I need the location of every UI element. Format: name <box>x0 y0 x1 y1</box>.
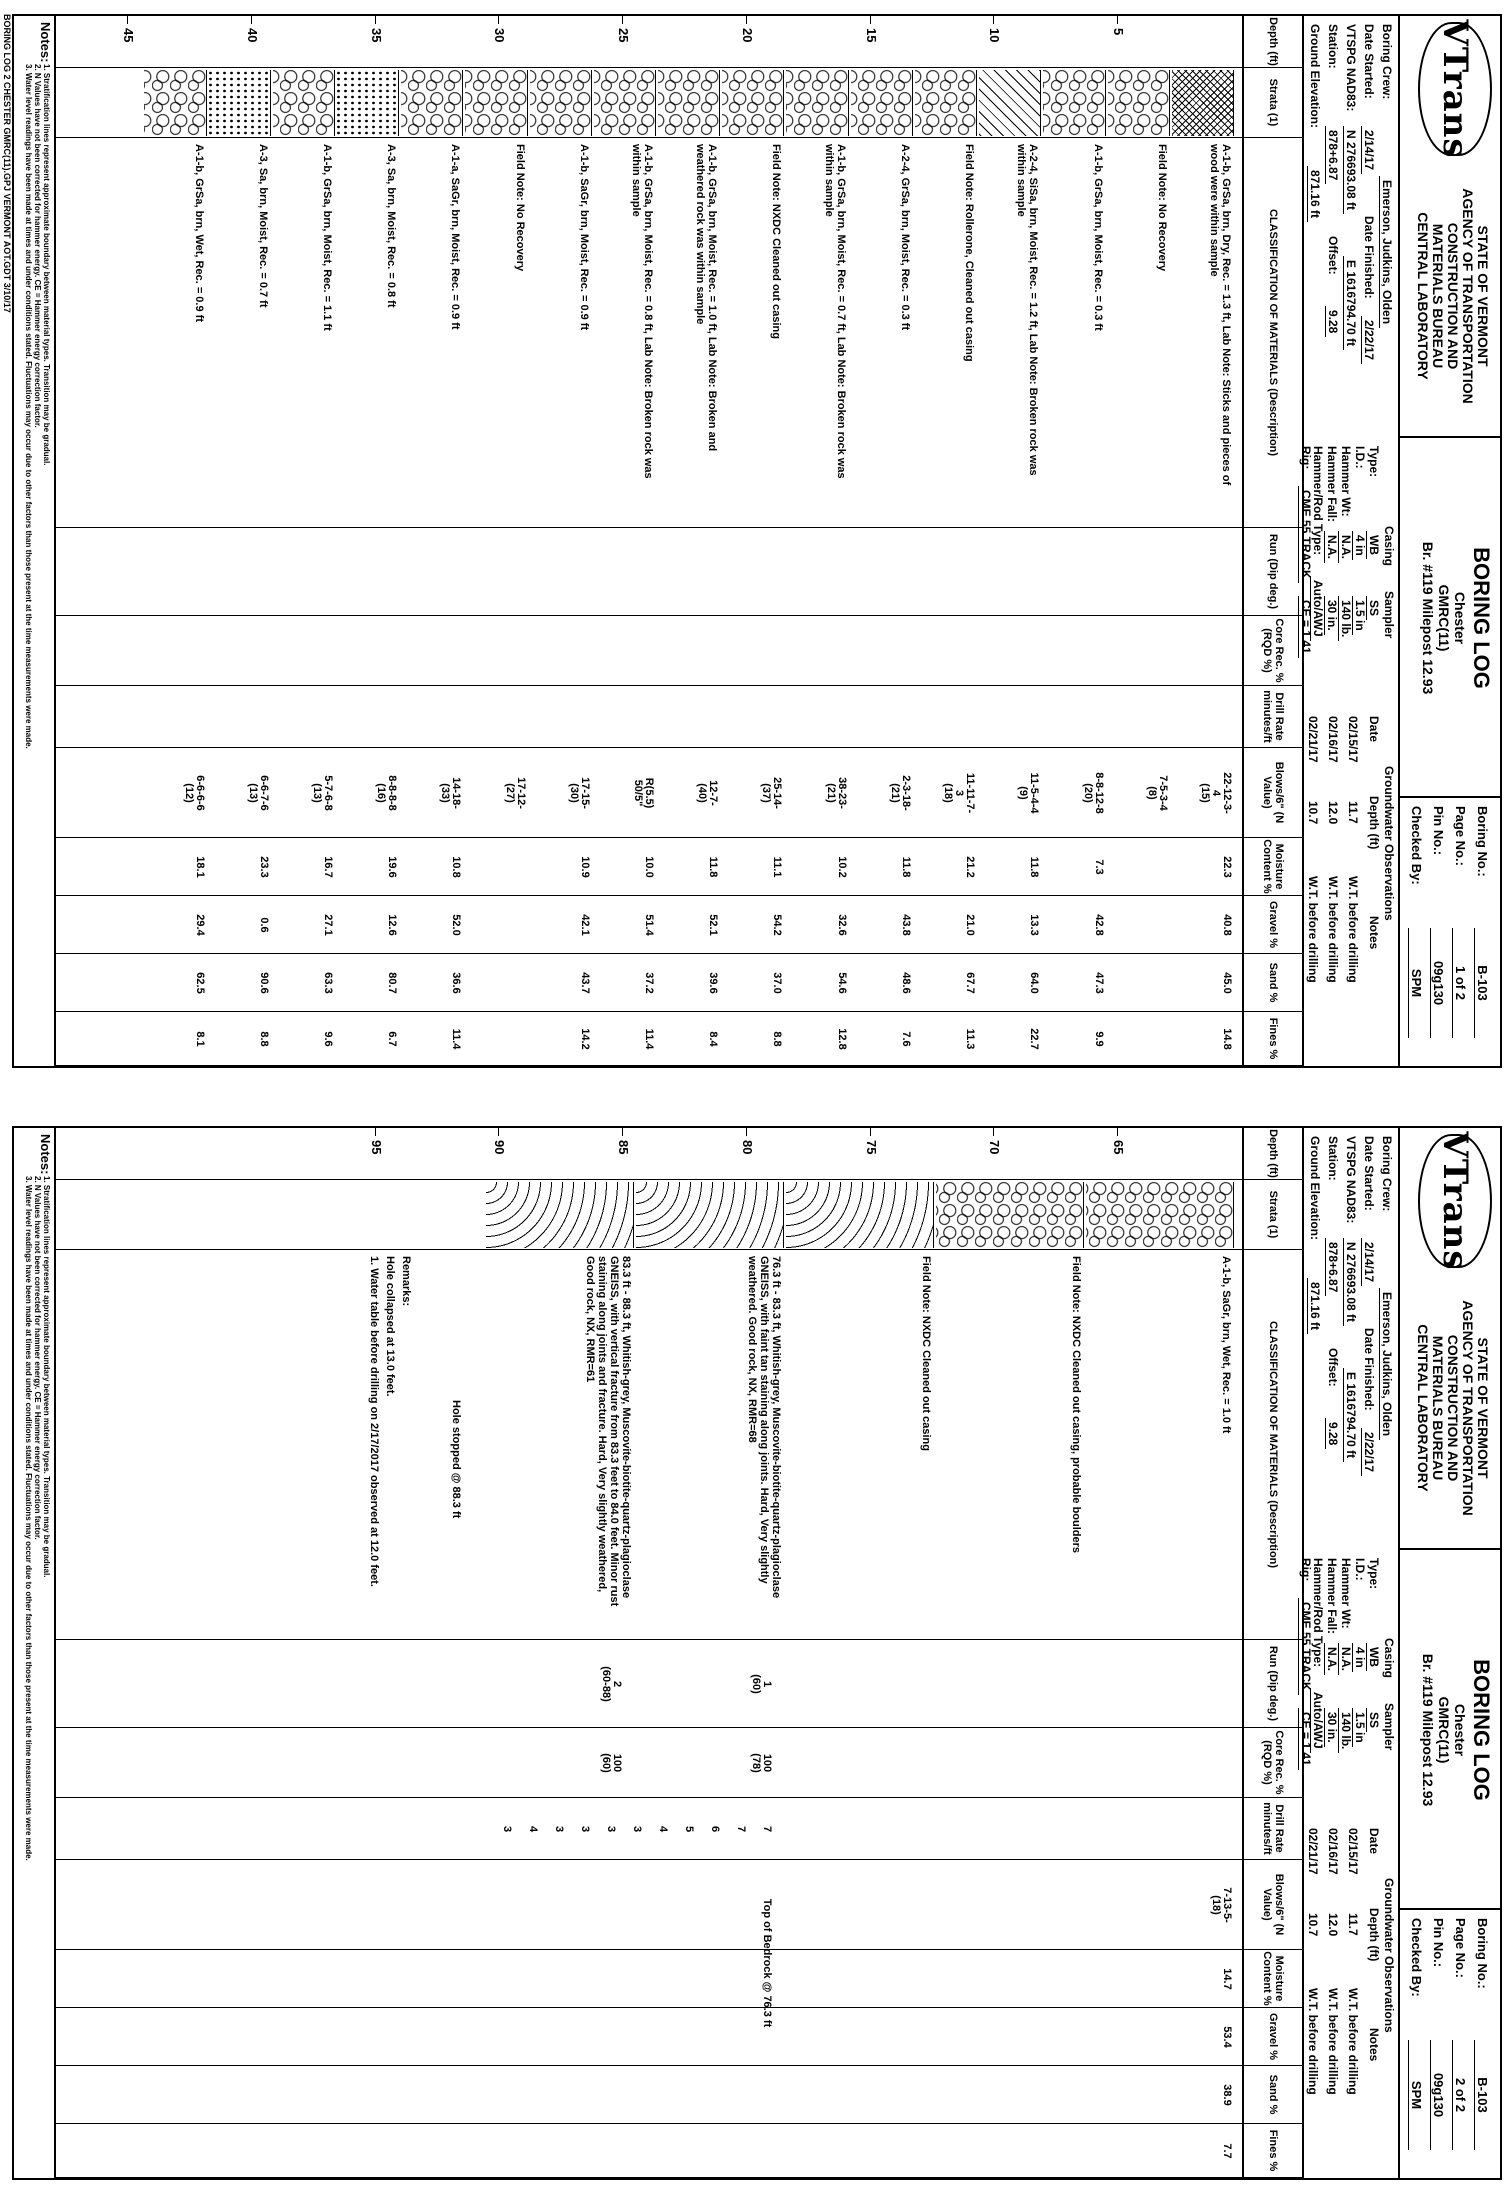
depth-label: 95 <box>368 1140 384 1155</box>
sample-blows: 17-15- (30) <box>567 777 591 809</box>
column-header: Drill Rate minutes/ft <box>1242 1798 1302 1860</box>
sample-mc: 7.3 <box>1092 859 1105 875</box>
sample-g: 12.6 <box>386 914 399 936</box>
depth-tick <box>870 1128 871 1136</box>
note-line: 2. N Values have not been corrected for hammer energy. CE = Hammer energy correction factor. <box>33 64 42 428</box>
note-line: 1. Stratification lines represent approximate boundary between material types. Transition may be gradual. <box>42 64 51 466</box>
drill-rate-value: 5 <box>683 1825 695 1833</box>
strata-pattern <box>209 70 271 136</box>
note-line: 2. N Values have not been corrected for hammer energy. CE = Hammer energy correction factor. <box>33 1176 42 1540</box>
depth-label: 70 <box>987 1140 1003 1155</box>
sample-mc: 10.2 <box>835 856 848 878</box>
depth-tick <box>499 16 500 24</box>
drill-rate-value: 4 <box>527 1825 539 1833</box>
sample-description: A-1-a, SaGr, brn, Moist, Rec. = 0.9 ft <box>449 144 462 330</box>
sample-description: A-2-4, SiSa, brn, Moist, Rec. = 1.2 ft, Lab Note: Broken rock was within sample <box>1015 144 1040 476</box>
column-header: Strata (1) <box>1242 1180 1302 1250</box>
column-body <box>56 16 1242 68</box>
sample-mc: 18.1 <box>193 856 206 878</box>
sample-f: 8.8 <box>771 1031 784 1047</box>
strata-pattern <box>915 70 977 136</box>
run-value: 2 (60-88) <box>600 1666 623 1702</box>
vtrans-logo: VTrans <box>1418 1134 1492 1268</box>
run-value: 1 (60) <box>750 1674 773 1694</box>
depth-label: 5 <box>1111 28 1127 36</box>
sample-description: Field Note: Rollerone, Cleaned out casing <box>963 144 976 362</box>
column-header: Core Rec. % (RQD %) <box>1242 616 1302 686</box>
notes-box <box>14 1128 56 2178</box>
column-header: Gravel % <box>1242 2008 1302 2066</box>
sample-blows: 14-18- (33) <box>439 777 463 809</box>
sample-blows: 25-14- (37) <box>760 777 784 809</box>
sample-mc: 16.7 <box>321 856 334 878</box>
sample-s: 37.2 <box>643 972 656 994</box>
drill-rate-value: 3 <box>579 1825 591 1833</box>
sample-f: 8.1 <box>193 1031 206 1047</box>
strata-pattern <box>936 1182 1084 1248</box>
sample-g: 54.2 <box>771 914 784 936</box>
column-header: Sand % <box>1242 954 1302 1012</box>
drill-rate-value: 7 <box>761 1825 773 1833</box>
column-header: Run (Dip deg.) <box>1242 528 1302 616</box>
sample-mc: 14.7 <box>1221 1968 1233 1990</box>
column-header: Blows/6" (N Value) <box>1242 748 1302 838</box>
sample-g: 42.8 <box>1092 914 1105 936</box>
column-header: Run (Dip deg.) <box>1242 1640 1302 1728</box>
strata-pattern <box>851 70 913 136</box>
column-header: Moisture Content % <box>1242 1950 1302 2008</box>
sample-f: 7.6 <box>899 1031 912 1047</box>
column-header: Depth (ft) <box>1242 16 1302 68</box>
sample-f: 9.9 <box>1092 1031 1105 1047</box>
sample-g: 29.4 <box>193 914 206 936</box>
strata-pattern <box>1172 70 1234 136</box>
sample-blows: 6-6-6-6 (12) <box>182 775 206 811</box>
sample-mc: 10.9 <box>578 856 591 878</box>
sample-blows: 5-7-6-8 (13) <box>310 775 334 811</box>
strata-pattern <box>486 1182 634 1248</box>
column-body <box>56 1640 1242 1728</box>
depth-tick <box>994 1128 995 1136</box>
column-header: Gravel % <box>1242 896 1302 954</box>
strata-pattern <box>979 70 1041 136</box>
column-header: Blows/6" (N Value) <box>1242 1860 1302 1950</box>
column-body <box>56 2066 1242 2124</box>
sample-g: 32.6 <box>835 914 848 936</box>
column-header: Fines % <box>1242 2124 1302 2178</box>
depth-tick <box>622 16 623 24</box>
sample-mc: 23.3 <box>257 856 270 878</box>
sample-blows: 22-12-3- 4 (15) <box>1199 772 1233 814</box>
depth-label: 20 <box>740 28 755 43</box>
sample-f: 11.4 <box>450 1028 463 1050</box>
depth-tick <box>251 16 252 24</box>
sample-blows: 38-23- (21) <box>824 777 848 809</box>
strata-pattern <box>337 70 399 136</box>
sample-f: 14.2 <box>578 1028 591 1050</box>
column-body <box>56 1250 1242 1640</box>
sample-blows: 8-8-12-8 (20) <box>1081 772 1105 814</box>
sample-description: 76.3 ft - 83.3 ft, Whitish-grey, Muscovite-biotite-quartz-plagioclase GNEISS, with faint tan staining along joints. Hard, Very slightly weathered. Good rock, NX, RMR=68 <box>746 1256 782 1599</box>
sample-s: 63.3 <box>321 972 334 994</box>
notes-label: Notes: <box>38 22 53 63</box>
sample-mc: 11.8 <box>1028 856 1041 878</box>
sample-f: 22.7 <box>1028 1028 1041 1050</box>
agency-block: STATE OF VERMONT AGENCY OF TRANSPORTATION CONSTRUCTION AND MATERIALS BUREAU CENTRAL LABORATORY <box>1415 1300 1491 1516</box>
core-rec-value: 100 (78) <box>750 1753 773 1773</box>
sample-mc: 19.6 <box>386 856 399 878</box>
sample-description: A-1-b, GrSa, brn, Moist, Rec. = 0.7 ft, Lab Note: Broken rock was within sample <box>822 144 847 479</box>
depth-tick <box>127 16 128 24</box>
column-header: Moisture Content % <box>1242 838 1302 896</box>
column-body <box>56 528 1242 616</box>
depth-label: 35 <box>368 28 384 43</box>
column-header: Core Rec. % (RQD %) <box>1242 1728 1302 1798</box>
column-body <box>56 2124 1242 2178</box>
sample-blows: 12-7- (40) <box>696 780 720 806</box>
sample-blows: 2-3-18- (21) <box>888 775 912 811</box>
sample-f: 11.4 <box>643 1028 656 1050</box>
sample-description: A-1-b, GrSa, brn, Moist, Rec. = 0.8 ft, Lab Note: Broken rock was within sample <box>630 144 655 479</box>
sample-description: A-3, Sa, brn, Moist, Rec. = 0.7 ft <box>256 144 269 308</box>
column-body <box>56 616 1242 686</box>
depth-label: 30 <box>492 28 508 43</box>
depth-label: 25 <box>616 28 632 43</box>
sample-blows: 7-5-3-4 (8) <box>1145 775 1169 811</box>
sample-blows: 11-11-7- 3 (18) <box>942 772 977 814</box>
depth-tick <box>746 16 747 24</box>
sample-description: A-1-b, GrSa, brn, Moist, Rec. = 0.3 ft <box>1091 144 1104 331</box>
column-body <box>56 1950 1242 2008</box>
sample-g: 13.3 <box>1028 914 1041 936</box>
sample-blows: 7-13-5- (18) <box>1210 1887 1233 1923</box>
sample-description: Field Note: No Recovery <box>1155 144 1168 272</box>
sample-s: 54.6 <box>835 972 848 994</box>
strata-pattern <box>465 70 527 136</box>
drill-rate-value: 4 <box>657 1825 669 1833</box>
log-table <box>12 14 1302 1068</box>
strata-pattern <box>786 1182 934 1248</box>
column-body <box>56 1798 1242 1860</box>
sample-mc: 22.3 <box>1221 856 1233 878</box>
sample-f: 11.3 <box>964 1028 977 1050</box>
agency-block: STATE OF VERMONT AGENCY OF TRANSPORTATION CONSTRUCTION AND MATERIALS BUREAU CENTRAL LABORATORY <box>1415 188 1491 404</box>
sample-f: 9.6 <box>321 1031 334 1047</box>
sample-blows: 6-6-7-6 (13) <box>246 775 270 811</box>
strata-pattern <box>658 70 720 136</box>
column-header: Drill Rate minutes/ft <box>1242 686 1302 748</box>
depth-tick <box>746 1128 747 1136</box>
sample-f: 7.7 <box>1221 2143 1233 2159</box>
sample-description: A-1-b, GrSa, brn, Wet, Rec. = 0.9 ft <box>192 144 205 322</box>
sample-mc: 10.0 <box>643 856 656 878</box>
sample-g: 42.1 <box>578 914 591 936</box>
drill-rate-value: 3 <box>631 1825 643 1833</box>
strata-pattern <box>144 70 206 136</box>
sample-blows: 17-12- (27) <box>503 777 527 809</box>
column-header: Sand % <box>1242 2066 1302 2124</box>
sample-blows: R(5.5) 50/5" <box>632 777 656 809</box>
depth-tick <box>375 1128 376 1136</box>
depth-tick <box>994 16 995 24</box>
core-rec-value: 100 (60) <box>600 1753 623 1773</box>
sample-description: Field Note: No Recovery <box>513 144 526 272</box>
hole-stopped: Hole stopped @ 88.3 ft <box>450 1400 462 1519</box>
drill-rate-value: 6 <box>709 1825 721 1833</box>
sample-description: A-1-b, GrSa, brn, Moist, Rec. = 1.0 ft, Lab Note: Broken and weathered rock was within sample <box>694 144 719 452</box>
strata-pattern <box>1086 1182 1234 1248</box>
sample-g: 52.1 <box>707 914 720 936</box>
remark-line: 1. Water table before drilling on 2/17/2017 observed at 12.0 feet. <box>368 1256 380 1587</box>
sample-g: 53.4 <box>1221 2026 1233 2048</box>
sample-mc: 11.8 <box>899 856 912 878</box>
sample-g: 27.1 <box>321 914 334 936</box>
sample-g: 21.0 <box>964 914 977 936</box>
strata-pattern <box>722 70 784 136</box>
strata-pattern <box>787 70 849 136</box>
strata-pattern <box>636 1182 784 1248</box>
sample-description: A-1-b, GrSa, brn, Moist, Rec. = 1.1 ft <box>320 144 333 331</box>
sample-s: 36.6 <box>450 972 463 994</box>
sample-s: 37.0 <box>771 972 784 994</box>
depth-tick <box>870 16 871 24</box>
depth-tick <box>1117 1128 1118 1136</box>
strata-pattern <box>273 70 335 136</box>
title-block: BORING LOG Chester GMRC(11) Br. #119 Milepost 12.93 <box>1400 1548 1500 1910</box>
strata-pattern <box>401 70 463 136</box>
notes-box <box>14 16 56 1066</box>
column-body <box>56 1860 1242 1950</box>
column-header: Strata (1) <box>1242 68 1302 138</box>
depth-label: 85 <box>616 1140 632 1155</box>
sample-description: Field Note: NXDC Cleaned out casing <box>920 1256 932 1451</box>
sample-f: 8.8 <box>257 1031 270 1047</box>
log-table <box>12 1126 1302 2180</box>
top-of-bedrock: Top of Bedrock @ 76.3 ft <box>761 1898 773 2028</box>
sample-g: 0.6 <box>257 917 270 933</box>
sample-s: 39.6 <box>707 972 720 994</box>
depth-label: 40 <box>245 28 260 43</box>
depth-label: 75 <box>863 1140 879 1155</box>
sample-s: 62.5 <box>193 972 206 994</box>
sample-mc: 10.8 <box>450 856 463 878</box>
drill-rate-value: 3 <box>501 1825 513 1833</box>
depth-label: 45 <box>121 28 137 43</box>
strata-pattern <box>594 70 656 136</box>
sample-description: A-2-4, GrSa, brn, Moist, Rec. = 0.3 ft <box>898 144 911 331</box>
sample-s: 48.6 <box>899 972 912 994</box>
drill-rate-value: 7 <box>735 1825 747 1833</box>
page-header <box>1299 14 1502 1068</box>
strata-pattern <box>530 70 592 136</box>
strata-pattern <box>1043 70 1105 136</box>
depth-label: 90 <box>492 1140 508 1155</box>
column-header: Fines % <box>1242 1012 1302 1066</box>
sample-description: A-1-b, GrSa, brn, Dry, Rec. = 1.3 ft, Lab Note: Sticks and pieces of wood were within sample <box>1208 144 1232 486</box>
sample-g: 51.4 <box>643 914 656 936</box>
sample-s: 43.7 <box>578 972 591 994</box>
sample-blows: 8-8-8-8 (16) <box>375 775 399 811</box>
sample-blows: 11-5-4-4 (9) <box>1017 772 1041 814</box>
sample-description: Field Note: NXDC Cleaned out casing <box>770 144 783 339</box>
sample-f: 6.7 <box>386 1031 399 1047</box>
sample-f: 14.8 <box>1221 1028 1233 1050</box>
boring-log-page-2 <box>0 1112 1512 2192</box>
sample-mc: 11.8 <box>707 856 720 878</box>
sample-mc: 11.1 <box>771 856 784 878</box>
sample-s: 90.6 <box>257 972 270 994</box>
info-block: Boring Crew: Emerson, Judkins, Olden Date Started: 2/14/17 Date Finished: 2/22/17 VTSPG NAD83: N 276693.08 ft E 1616794.70 ft Station: 878+6.87 Offset: 9.28 Ground Elevation: 871.16 ft Casing Sampler Type: WB SS I.D.: 4 in 1.5 in Hammer Wt: N.A. 140 lb. Hammer Fall: N.A. 30 in. Hammer/Rod Type: Auto/AWJ Rig: CME 55 TRACK CE = 1.41 Groundwater Observations Date Depth (ft) Notes 02/15/17 11.7 W.T. before drilling 02/16/17 12.0 W.T. before drilling 02/21/17 10.7 W.T. before drilling <box>1300 16 1400 1066</box>
depth-tick <box>622 1128 623 1136</box>
sample-description: A-3, Sa, brn, Moist, Rec. = 0.8 ft <box>385 144 398 308</box>
title-block: BORING LOG Chester GMRC(11) Br. #119 Milepost 12.93 <box>1400 436 1500 798</box>
page-title: BORING LOG <box>1469 1659 1494 1801</box>
remark-line: Hole collapsed at 13.0 feet. <box>384 1256 396 1397</box>
note-line: 1. Stratification lines represent approximate boundary between material types. Transition may be gradual. <box>42 1176 51 1578</box>
boring-log-page-1 <box>0 0 1512 1080</box>
depth-tick <box>1117 16 1118 24</box>
page-header <box>1299 1126 1502 2180</box>
depth-label: 80 <box>740 1140 755 1155</box>
page-title: BORING LOG <box>1469 547 1494 689</box>
id-block: Boring No.: B-103 Page No.: 2 of 2 Pin No.: 09g130 Checked By: SPM <box>1400 1908 1500 2182</box>
sample-g: 43.8 <box>899 914 912 936</box>
vtrans-logo: VTrans <box>1418 22 1492 156</box>
depth-tick <box>499 1128 500 1136</box>
column-body <box>56 686 1242 748</box>
sample-description: Field Note: NXDC Cleaned out casing, probable boulders <box>1070 1256 1082 1554</box>
sample-g: 40.8 <box>1221 914 1233 936</box>
remarks-label: Remarks: <box>400 1256 412 1307</box>
sample-f: 8.4 <box>707 1031 720 1047</box>
id-block: Boring No.: B-103 Page No.: 1 of 2 Pin No.: 09g130 Checked By: SPM <box>1400 796 1500 1070</box>
sample-s: 64.0 <box>1028 972 1041 994</box>
depth-tick <box>375 16 376 24</box>
column-header: CLASSIFICATION OF MATERIALS (Description) <box>1242 1250 1302 1640</box>
sample-description: A-1-b, SaGr, brn, Wet, Rec. = 1.0 ft <box>1220 1256 1232 1434</box>
sample-s: 47.3 <box>1092 972 1105 994</box>
sample-s: 80.7 <box>386 972 399 994</box>
sample-mc: 21.2 <box>964 856 977 878</box>
sample-s: 38.9 <box>1221 2084 1233 2106</box>
sample-s: 67.7 <box>964 972 977 994</box>
depth-label: 65 <box>1111 1140 1127 1155</box>
drill-rate-value: 3 <box>605 1825 617 1833</box>
depth-label: 15 <box>863 28 879 43</box>
column-header: CLASSIFICATION OF MATERIALS (Description) <box>1242 138 1302 528</box>
sample-f: 12.8 <box>835 1028 848 1050</box>
strata-pattern <box>1108 70 1170 136</box>
column-body <box>56 2008 1242 2066</box>
footer-text: BORING LOG 2 CHESTER GMRC(11).GPJ VERMONT AOT.GDT 3/10/17 <box>2 14 12 313</box>
note-line: 3. Water level readings have been made at times and under conditions stated. Fluctuations may occur due to other factors than those present at the time measurements were made. <box>24 64 33 749</box>
sample-description: A-1-b, SaGr, brn, Moist, Rec. = 0.9 ft <box>577 144 590 331</box>
note-line: 3. Water level readings have been made at times and under conditions stated. Fluctuations may occur due to other factors than those present at the time measurements were made. <box>24 1176 33 1861</box>
drill-rate-value: 3 <box>553 1825 565 1833</box>
column-header: Depth (ft) <box>1242 1128 1302 1180</box>
sample-description: 83.3 ft - 88.3 ft, Whitish-grey, Muscovite-biotite-quartz-plagioclase GNEISS, with vertical fracture from 83.3 feet to 84.0 feet. Minor rust staining along joints and fracture. Hard, Very slightly weathered, Good rock, NX, RMR=61 <box>584 1256 632 1607</box>
depth-label: 10 <box>987 28 1003 43</box>
column-body <box>56 1128 1242 1180</box>
sample-s: 45.0 <box>1221 972 1233 994</box>
sample-g: 52.0 <box>450 914 463 936</box>
column-body <box>56 1728 1242 1798</box>
notes-label: Notes: <box>38 1134 53 1175</box>
info-block: Boring Crew: Emerson, Judkins, Olden Date Started: 2/14/17 Date Finished: 2/22/17 VTSPG NAD83: N 276693.08 ft E 1616794.70 ft Station: 878+6.87 Offset: 9.28 Ground Elevation: 871.16 ft Casing Sampler Type: WB SS I.D.: 4 in 1.5 in Hammer Wt: N.A. 140 lb. Hammer Fall: N.A. 30 in. Hammer/Rod Type: Auto/AWJ Rig: CME 55 TRACK CE = 1.41 Groundwater Observations Date Depth (ft) Notes 02/15/17 11.7 W.T. before drilling 02/16/17 12.0 W.T. before drilling 02/21/17 10.7 W.T. before drilling <box>1300 1128 1400 2178</box>
